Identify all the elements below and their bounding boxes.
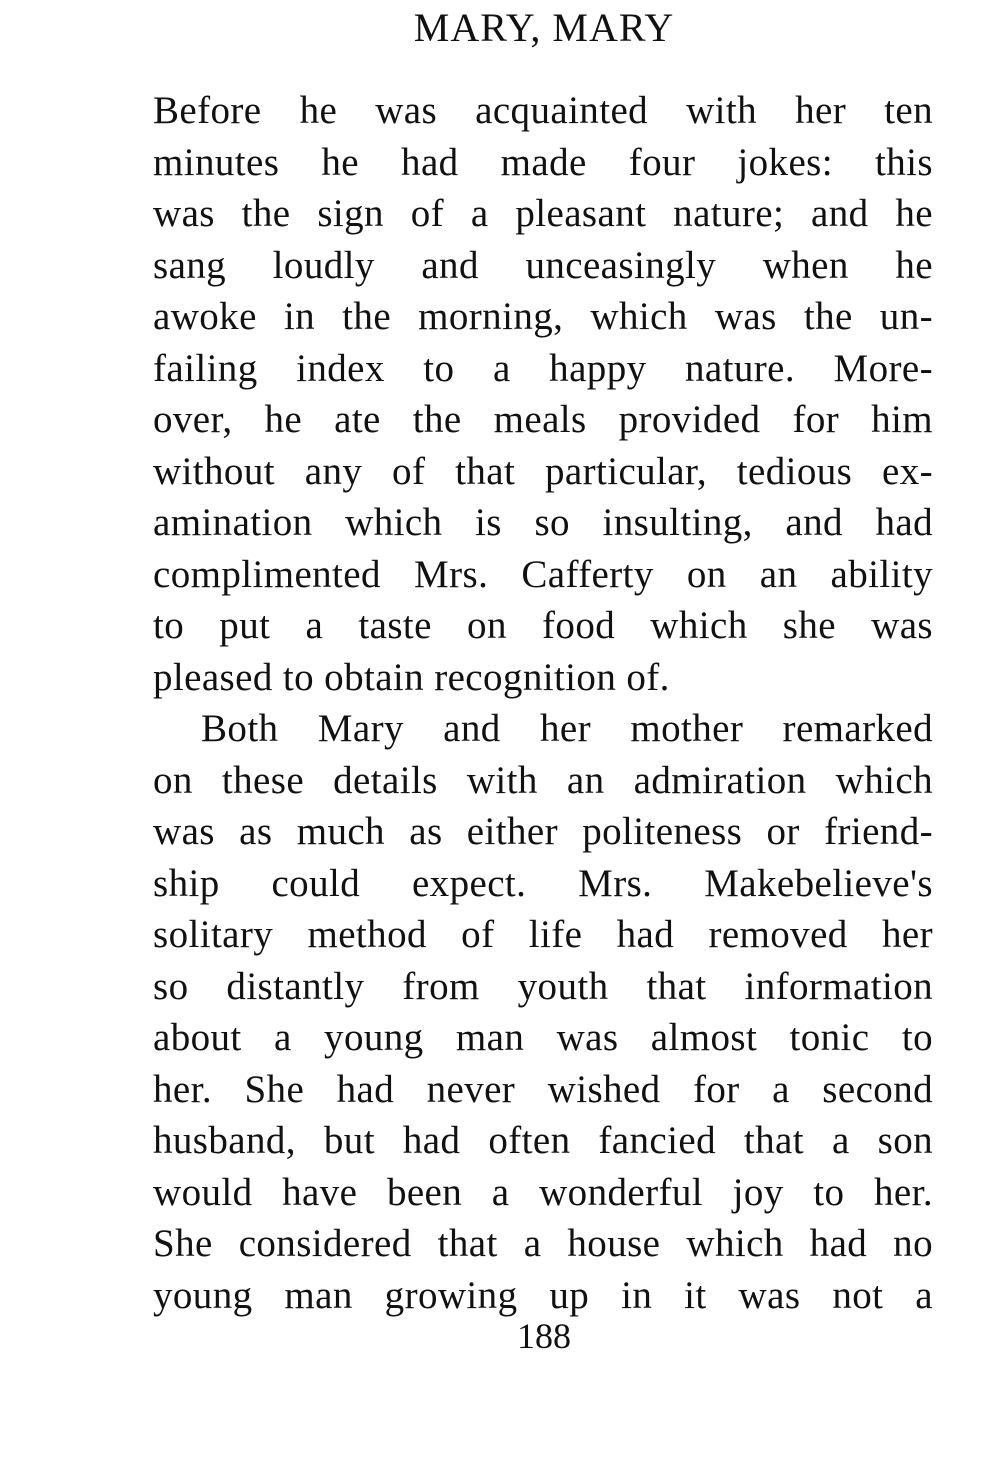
text-line: ship could expect. Mrs. Makebelieve's bbox=[153, 861, 933, 905]
text-line: so distantly from youth that information bbox=[153, 964, 933, 1008]
text-line: complimented Mrs. Cafferty on an ability bbox=[153, 552, 933, 596]
text-line: Both Mary and her mother remarked bbox=[201, 707, 933, 750]
page-number: 188 bbox=[517, 1316, 571, 1356]
text-line: over, he ate the meals provided for him bbox=[153, 398, 933, 441]
text-line: about a young man was almost tonic to bbox=[153, 1016, 933, 1059]
running-head: MARY, MARY bbox=[413, 5, 675, 50]
text-line: on these details with an admiration which bbox=[153, 758, 933, 802]
text-line: minutes he had made four jokes: this bbox=[153, 140, 933, 184]
text-line: without any of that particular, tedious ex- bbox=[153, 449, 933, 493]
text-line: to put a taste on food which she was bbox=[153, 604, 933, 647]
text-line: was as much as either politeness or friend- bbox=[153, 810, 933, 853]
paragraph bbox=[153, 703, 933, 1321]
text-line: awoke in the morning, which was the un- bbox=[153, 295, 933, 338]
text-line: Before he was acquainted with her ten bbox=[153, 89, 933, 132]
text-line: She considered that a house which had no bbox=[153, 1222, 933, 1265]
text-line: would have been a wonderful joy to her. bbox=[153, 1170, 933, 1214]
text-line: amination which is so insulting, and had bbox=[153, 501, 933, 544]
text-line: husband, but had often fancied that a son bbox=[153, 1119, 933, 1162]
paragraph bbox=[153, 85, 933, 703]
text-line: failing index to a happy nature. More- bbox=[153, 346, 933, 390]
text-line: her. She had never wished for a second bbox=[153, 1067, 933, 1111]
text-line: young man growing up in it was not a bbox=[153, 1273, 933, 1317]
body-text bbox=[153, 85, 933, 1321]
text-line: solitary method of life had removed her bbox=[153, 913, 933, 956]
text-line: sang loudly and unceasingly when he bbox=[153, 243, 933, 287]
text-line: pleased to obtain recognition of. bbox=[153, 655, 670, 699]
text-line: was the sign of a pleasant nature; and he bbox=[153, 192, 933, 235]
